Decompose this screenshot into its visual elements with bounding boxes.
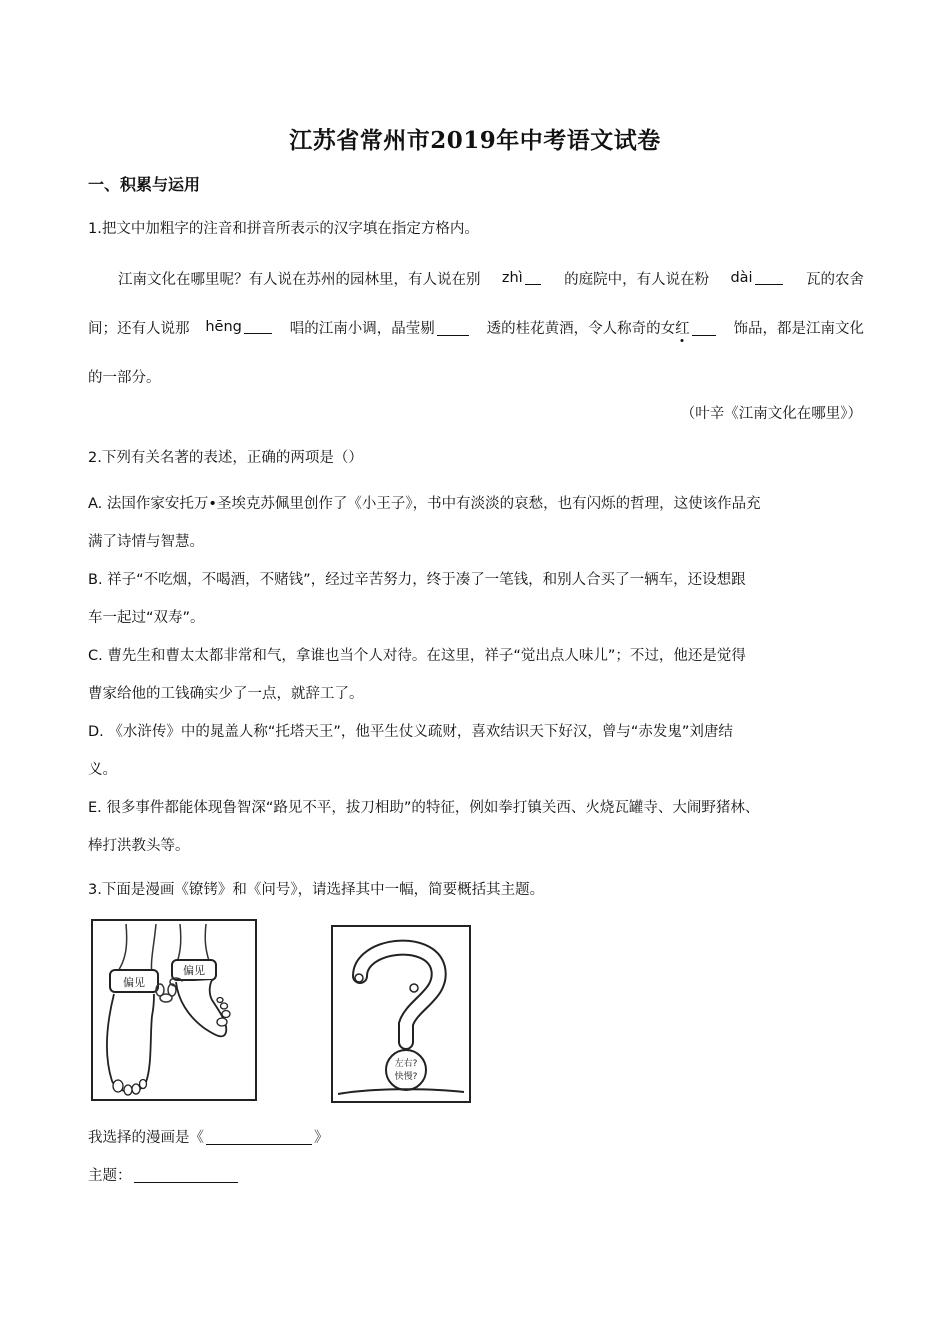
section-heading: 一、积累与运用 xyxy=(88,175,201,194)
q2-option-b-line2: 车一起过“双寿”。 xyxy=(88,610,205,626)
q1-passage-line-1 xyxy=(88,268,864,289)
dotted-char-hong: 红 xyxy=(675,321,690,337)
left-cuff-label: 偏见 xyxy=(123,976,145,989)
q2-prompt: 2.下列有关名著的表述，正确的两项是（） xyxy=(88,450,363,466)
question-mark-end xyxy=(355,974,363,982)
q1-text-1b: 的庭院中，有人说在粉 xyxy=(564,272,710,288)
q2-option-c-line1: C. 曹先生和曹太太都非常和气，拿谁也当个人对待。在这里，祥子“觉出点人味儿”；不过，他还是觉得 xyxy=(88,648,746,664)
page-title: 江苏省常州市2019年中考语文试卷 xyxy=(289,127,661,154)
answer-blank-5[interactable] xyxy=(692,319,716,336)
answer-blank-4[interactable] xyxy=(437,319,469,336)
q1-text-2c-content: 透的桂花黄酒，令人称奇的女 xyxy=(486,321,676,337)
ball-text-line-2: 快慢? xyxy=(394,1072,418,1082)
answer-blank-1[interactable] xyxy=(525,268,541,285)
q1-text-2c xyxy=(487,317,718,338)
q1-prompt: 1.把文中加粗字的注音和拼音所表示的汉字填在指定方格内。 xyxy=(88,221,479,237)
q2-option-c-line2: 曹家给他的工钱确实少了一点，就辞工了。 xyxy=(88,686,364,702)
q1-passage-line-3: 的一部分。 xyxy=(88,370,161,386)
question-ball xyxy=(386,1050,426,1090)
q3-theme-label: 主题： xyxy=(88,1168,132,1184)
pinyin-heng: hēng xyxy=(205,319,242,335)
q2-option-e-line1: E. 很多事件都能体现鲁智深“路见不平，拔刀相助”的特征，例如拳打镇关西、火烧瓦罐寺、大闹野猪林、 xyxy=(88,800,760,816)
q2-option-d-line2: 义。 xyxy=(88,762,117,778)
answer-blank-3[interactable] xyxy=(244,317,272,334)
q1-passage-line-2 xyxy=(88,317,864,338)
q3-prompt: 3.下面是漫画《镣铐》和《问号》，请选择其中一幅，简要概括其主题。 xyxy=(88,882,545,898)
q2-option-b-line1: B. 祥子“不吃烟，不喝酒，不赌钱”，经过辛苦努力，终于凑了一笔钱，和别人合买了一辆车，还设想跟 xyxy=(88,572,746,588)
q1-source: （叶辛《江南文化在哪里》） xyxy=(680,406,862,422)
q1-text-2b-content: 唱的江南小调，晶莹剔 xyxy=(289,321,435,337)
q1-text-2a: 间；还有人说那 xyxy=(88,321,190,337)
q1-text-1a: 江南文化在哪里呢？有人说在苏州的园林里，有人说在别 xyxy=(118,272,481,288)
q2-option-d-line1: D. 《水浒传》中的晁盖人称“托塔天王”，他平生仗义疏财，喜欢结识天下好汉，曾与“赤发鬼”刘唐结 xyxy=(88,724,733,740)
ball-text-line-1: 左右? xyxy=(394,1059,418,1069)
right-cuff-label: 偏见 xyxy=(183,964,205,977)
q3-theme-line xyxy=(88,1164,240,1185)
q1-text-2d: 饰品，都是江南文化 xyxy=(733,321,864,337)
answer-blank-2[interactable] xyxy=(755,268,783,285)
q3-theme-blank[interactable] xyxy=(134,1166,238,1183)
pinyin-dai: dài xyxy=(730,270,753,286)
q2-option-a-line2: 满了诗情与智慧。 xyxy=(88,534,204,550)
q1-pinyin-1 xyxy=(502,268,543,289)
q3-choice-line xyxy=(88,1126,329,1147)
q1-text-2b xyxy=(290,317,471,338)
pinyin-zhi: zhì xyxy=(501,270,523,286)
cartoon-shackles xyxy=(88,916,260,1104)
q3-choice-blank[interactable] xyxy=(206,1128,312,1145)
left-foot xyxy=(107,994,154,1092)
question-mark-knob xyxy=(410,984,418,992)
right-cuff xyxy=(172,960,216,980)
q1-pinyin-3 xyxy=(205,317,274,338)
q1-text-1c: 瓦的农舍 xyxy=(805,272,864,288)
cartoon-question-mark xyxy=(330,924,472,1104)
q2-option-a-line1: A. 法国作家安托万•圣埃克苏佩里创作了《小王子》，书中有淡淡的哀愁，也有闪烁的哲理，这使该作品充 xyxy=(88,496,761,512)
q3-choice-post: 》 xyxy=(314,1130,329,1146)
left-cuff xyxy=(110,970,158,992)
q2-option-e-line2: 棒打洪教头等。 xyxy=(88,838,190,854)
q3-choice-pre: 我选择的漫画是《 xyxy=(88,1130,204,1146)
q1-pinyin-2 xyxy=(730,268,784,289)
